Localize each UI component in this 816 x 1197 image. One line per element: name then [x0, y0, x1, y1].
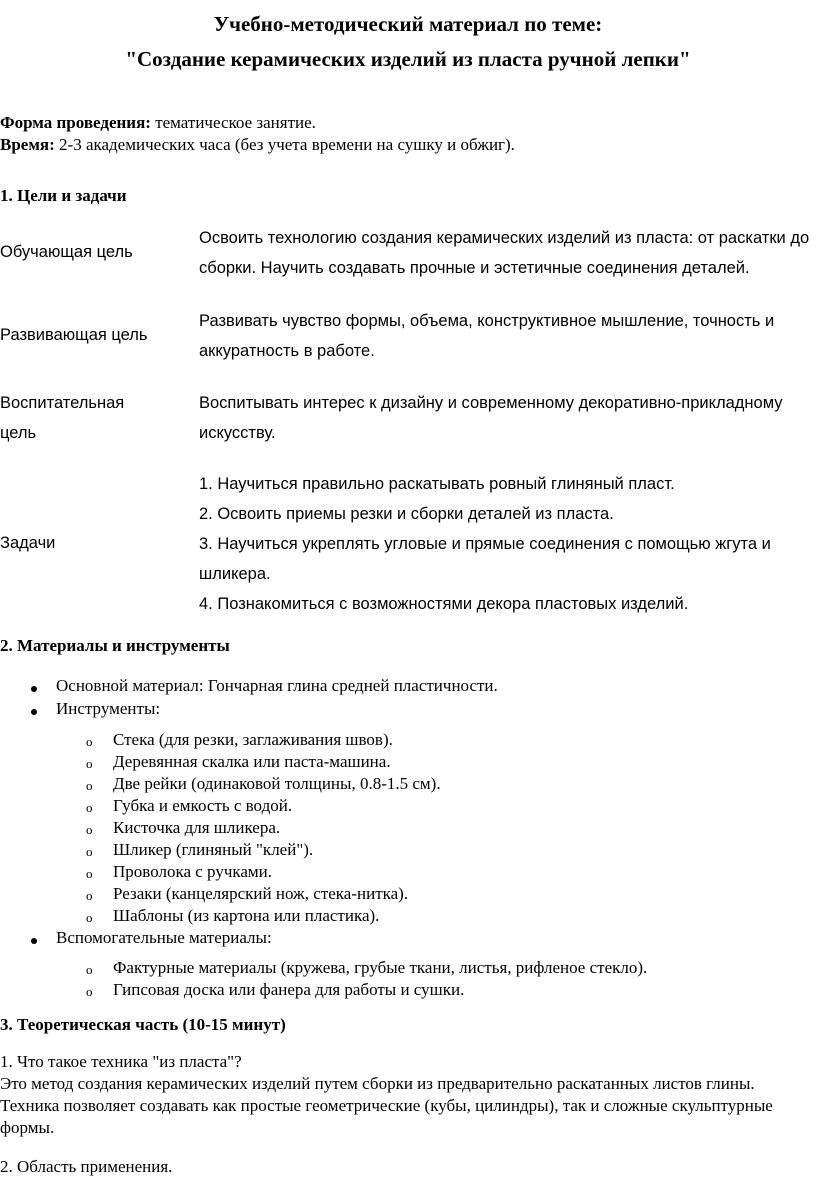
- page-title: Учебно-методический материал по теме:: [213, 12, 603, 36]
- task-item: 2. Освоить приемы резки и сборки деталей из пласта.: [199, 505, 614, 523]
- tool-item: Две рейки (одинаковой толщины, 0.8-1.5 см).: [113, 774, 441, 793]
- tool-item: Проволока с ручками.: [113, 862, 273, 881]
- form-line: [0, 113, 316, 133]
- tool-item: Шаблоны (из картона или пластика).: [113, 906, 380, 925]
- aux-item: Фактурные материалы (кружева, грубые ткани, листья, рифленое стекло).: [113, 958, 648, 977]
- goal-value-developing: Развивать чувство формы, объема, конструктивное мышление, точность и аккуратность в работе.: [199, 312, 775, 360]
- circle-bullet-icon: o: [86, 734, 93, 749]
- bullet-icon: [31, 686, 37, 692]
- page-subtitle: "Создание керамических изделий из пласта ручной лепки": [125, 47, 691, 71]
- tools-label: Инструменты:: [56, 699, 161, 718]
- circle-bullet-icon: o: [86, 844, 93, 859]
- circle-bullet-icon: o: [86, 866, 93, 881]
- task-item: 4. Познакомиться с возможностями декора пластовых изделий.: [199, 595, 689, 613]
- circle-bullet-icon: o: [86, 822, 93, 837]
- tasks-label: Задачи: [0, 534, 56, 552]
- tool-item: Губка и емкость с водой.: [113, 796, 293, 815]
- form-value: тематическое занятие.: [150, 113, 316, 132]
- tool-item: Шликер (глиняный "клей").: [113, 840, 314, 859]
- aux-item: Гипсовая доска или фанера для работы и сушки.: [113, 980, 465, 999]
- goal-label-educational: Воспитательная цель: [0, 394, 125, 442]
- tool-item: Резаки (канцелярский нож, стека-нитка).: [113, 884, 409, 903]
- tool-item: Кисточка для шликера.: [113, 818, 281, 837]
- circle-bullet-icon: o: [86, 800, 93, 815]
- goal-label-teaching: Обучающая цель: [0, 243, 133, 261]
- task-item: 3. Научиться укреплять угловые и прямые соединения с помощью жгута и шликера.: [199, 535, 771, 583]
- goal-label-developing: Развивающая цель: [0, 326, 148, 344]
- tasks-list: [199, 469, 815, 619]
- bullet-icon: [31, 709, 37, 715]
- theory-paragraph-1: Это метод создания керамических изделий путем сборки из предварительно раскатанных листов глины. Техника позволяет создавать как простые геометрические (кубы, цилиндры), так и сложные скульптурные формы.: [0, 1074, 773, 1137]
- circle-bullet-icon: o: [86, 756, 93, 771]
- circle-bullet-icon: o: [86, 888, 93, 903]
- goal-value-teaching: Освоить технологию создания керамических изделий из пласта: от раскатки до сборки. Научить создавать прочные и эстетичные соединения деталей.: [199, 229, 810, 277]
- tool-item: Стека (для резки, заглаживания швов).: [113, 730, 393, 749]
- circle-bullet-icon: o: [86, 984, 93, 999]
- aux-label: Вспомогательные материалы:: [56, 928, 272, 947]
- circle-bullet-icon: o: [86, 778, 93, 793]
- form-label: Форма проведения:: [0, 113, 151, 132]
- theory-question-1: 1. Что такое техника "из пласта"?: [0, 1052, 242, 1071]
- time-value: 2-3 академических часа (без учета времени на сушку и обжиг).: [54, 135, 515, 154]
- goals-heading: 1. Цели и задачи: [0, 186, 127, 205]
- time-label: Время:: [0, 135, 55, 154]
- circle-bullet-icon: o: [86, 910, 93, 925]
- materials-heading: 2. Материалы и инструменты: [0, 636, 230, 655]
- goal-value-educational: Воспитывать интерес к дизайну и современному декоративно-прикладному искусству.: [199, 394, 783, 442]
- theory-question-2: 2. Область применения.: [0, 1157, 173, 1176]
- tool-item: Деревянная скалка или паста-машина.: [113, 752, 391, 771]
- bullet-icon: [31, 938, 37, 944]
- main-material: Основной материал: Гончарная глина средней пластичности.: [56, 676, 498, 695]
- circle-bullet-icon: o: [86, 962, 93, 977]
- theory-heading: 3. Теоретическая часть (10-15 минут): [0, 1015, 286, 1034]
- time-line: [0, 135, 515, 155]
- task-item: 1. Научиться правильно раскатывать ровный глиняный пласт.: [199, 475, 675, 493]
